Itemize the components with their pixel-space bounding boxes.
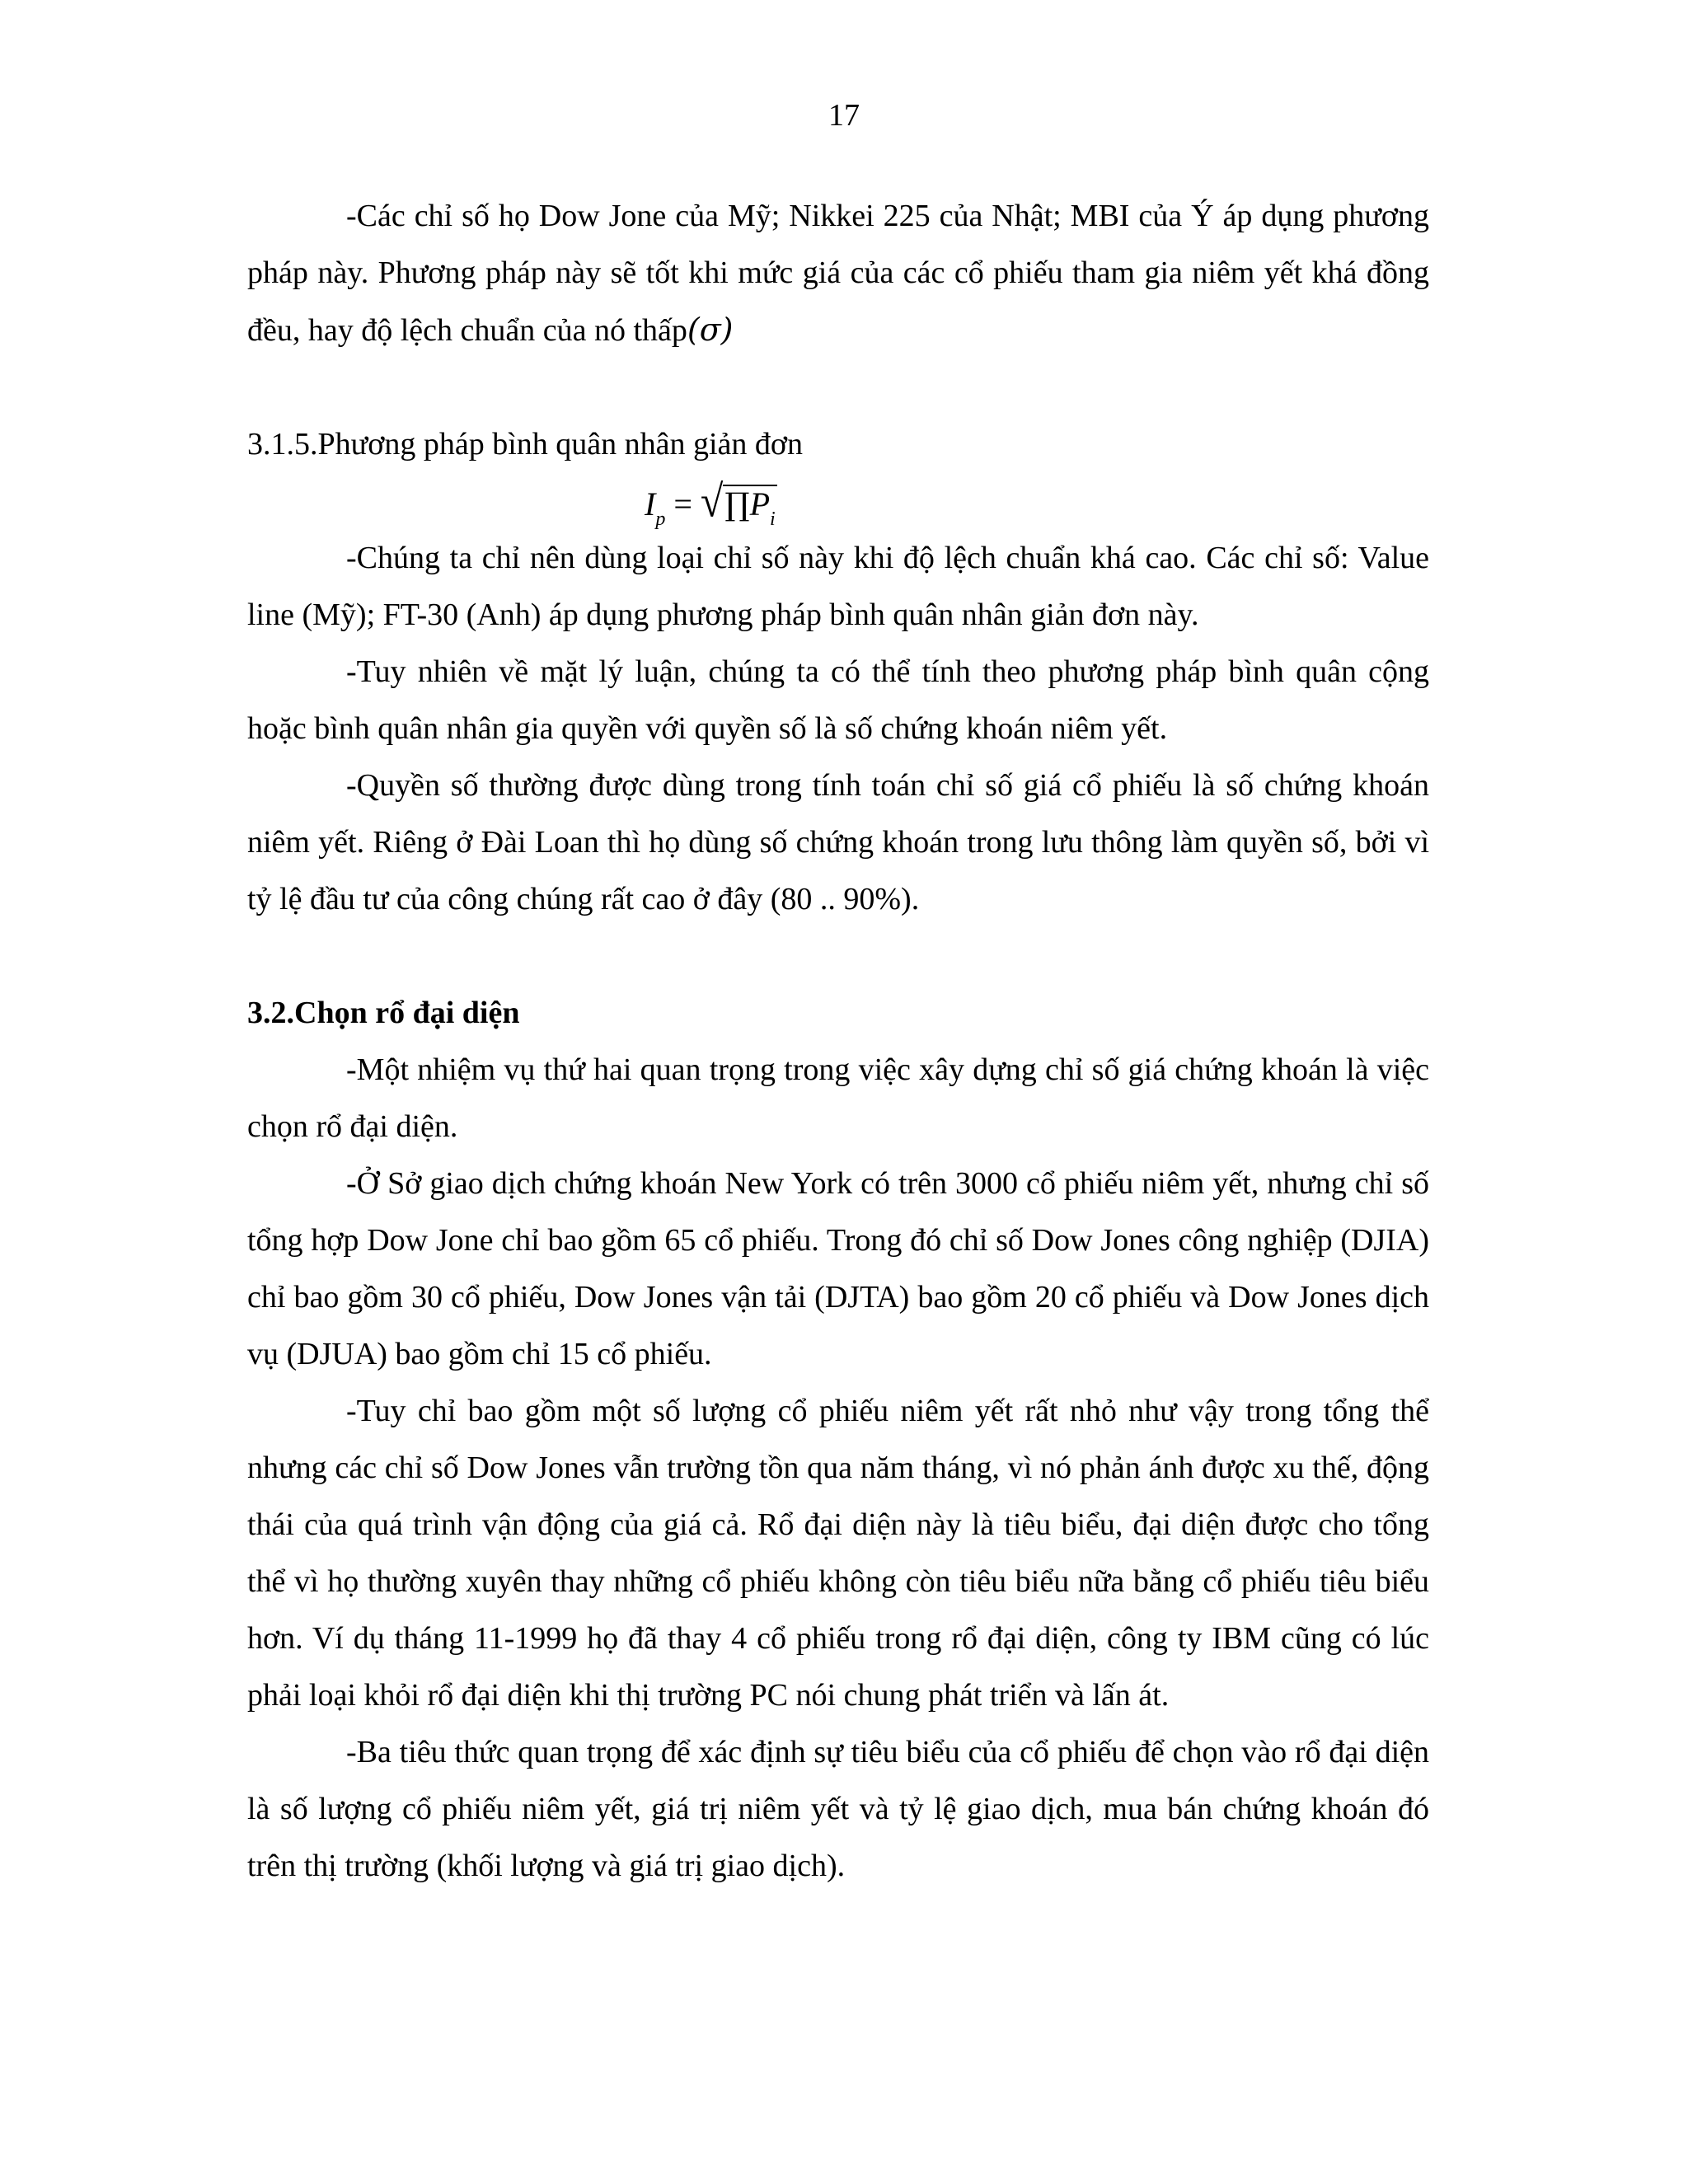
formula-lhs-subscript: p (655, 509, 666, 530)
subsection-heading-3-1-5: 3.1.5.Phương pháp bình quân nhân giản đơn (247, 427, 803, 462)
paragraph-weights: -Quyền số thường được dùng trong tính toán chỉ số giá cổ phiếu là số chứng khoán niêm yết. Riêng ở Đài Loan thì họ dùng số chứng khoán trong lưu thông làm quyền số, bởi vì tỷ lệ đầu tư của công chúng rất cao ở đây (80 .. 90%). (247, 768, 1429, 916)
formula-expression (645, 473, 777, 548)
paragraph-second-task: -Một nhiệm vụ thứ hai quan trọng trong việc xây dựng chỉ số giá chứng khoán là việc chọn rổ đại diện. (247, 1052, 1429, 1144)
section-heading-3-2: 3.2.Chọn rổ đại diện (247, 996, 520, 1030)
geometric-mean-formula (247, 473, 1429, 530)
sigma-symbol: (σ) (687, 312, 734, 348)
paragraph-text: -Các chỉ số họ Dow Jone của Mỹ; Nikkei 225 của Nhật; MBI của Ý áp dụng phương pháp này. Phương pháp này sẽ tốt khi mức giá của các cổ phiếu tham gia niêm yết khá đồng đều, hay độ lệch chuẩn của nó thấp (247, 199, 1429, 348)
document-body (247, 188, 1429, 1895)
formula-lhs: I (645, 485, 656, 523)
paragraph-theory: -Tuy nhiên về mặt lý luận, chúng ta có thể tính theo phương pháp bình quân cộng hoặc bình quân nhân gia quyền với quyền số là số chứng khoán niêm yết. (247, 654, 1429, 746)
product-symbol: ∏ (724, 486, 750, 523)
square-root-icon: √ (700, 476, 724, 527)
formula-variable: P (749, 485, 771, 523)
spacer (247, 359, 1429, 416)
formula-radicand (723, 485, 776, 537)
paragraph-dow-jone-methods (247, 188, 1429, 359)
page-number: 17 (828, 98, 860, 133)
formula-variable-subscript: i (770, 509, 776, 530)
paragraph-nyse: -Ở Sở giao dịch chứng khoán New York có trên 3000 cổ phiếu niêm yết, nhưng chỉ số tổng hợp Dow Jone chỉ bao gồm 65 cổ phiếu. Trong đó chỉ số Dow Jones công nghiệp (DJIA) chỉ bao gồm 30 cổ phiếu, Dow Jones vận tải (DJTA) bao gồm 20 cổ phiếu và Dow Jones dịch vụ (DJUA) bao gồm chỉ 15 cổ phiếu. (247, 1166, 1429, 1371)
paragraph-dow-jones-longevity: -Tuy chỉ bao gồm một số lượng cổ phiếu niêm yết rất nhỏ như vậy trong tổng thể nhưng các chỉ số Dow Jones vẫn trường tồn qua năm tháng, vì nó phản ánh được xu thế, động thái của quá trình vận động của giá cả. Rổ đại diện này là tiêu biểu, đại diện được cho tổng thể vì họ thường xuyên thay những cổ phiếu không còn tiêu biểu nữa bằng cổ phiếu tiêu biểu hơn. Ví dụ tháng 11-1999 họ đã thay 4 cổ phiếu trong rổ đại diện, công ty IBM cũng có lúc phải loại khỏi rổ đại diện khi thị trường PC nói chung phát triển và lấn át. (247, 1394, 1429, 1713)
spacer (247, 928, 1429, 985)
paragraph-high-deviation: -Chúng ta chỉ nên dùng loại chỉ số này khi độ lệch chuẩn khá cao. Các chỉ số: Value line (Mỹ); FT-30 (Anh) áp dụng phương pháp bình quân nhân giản đơn này. (247, 541, 1429, 632)
paragraph-three-criteria: -Ba tiêu thức quan trọng để xác định sự tiêu biểu của cổ phiếu để chọn vào rổ đại diện là số lượng cổ phiếu niêm yết, giá trị niêm yết và tỷ lệ giao dịch, mua bán chứng khoán đó trên thị trường (khối lượng và giá trị giao dịch). (247, 1735, 1429, 1883)
formula-equals: = (673, 485, 692, 523)
